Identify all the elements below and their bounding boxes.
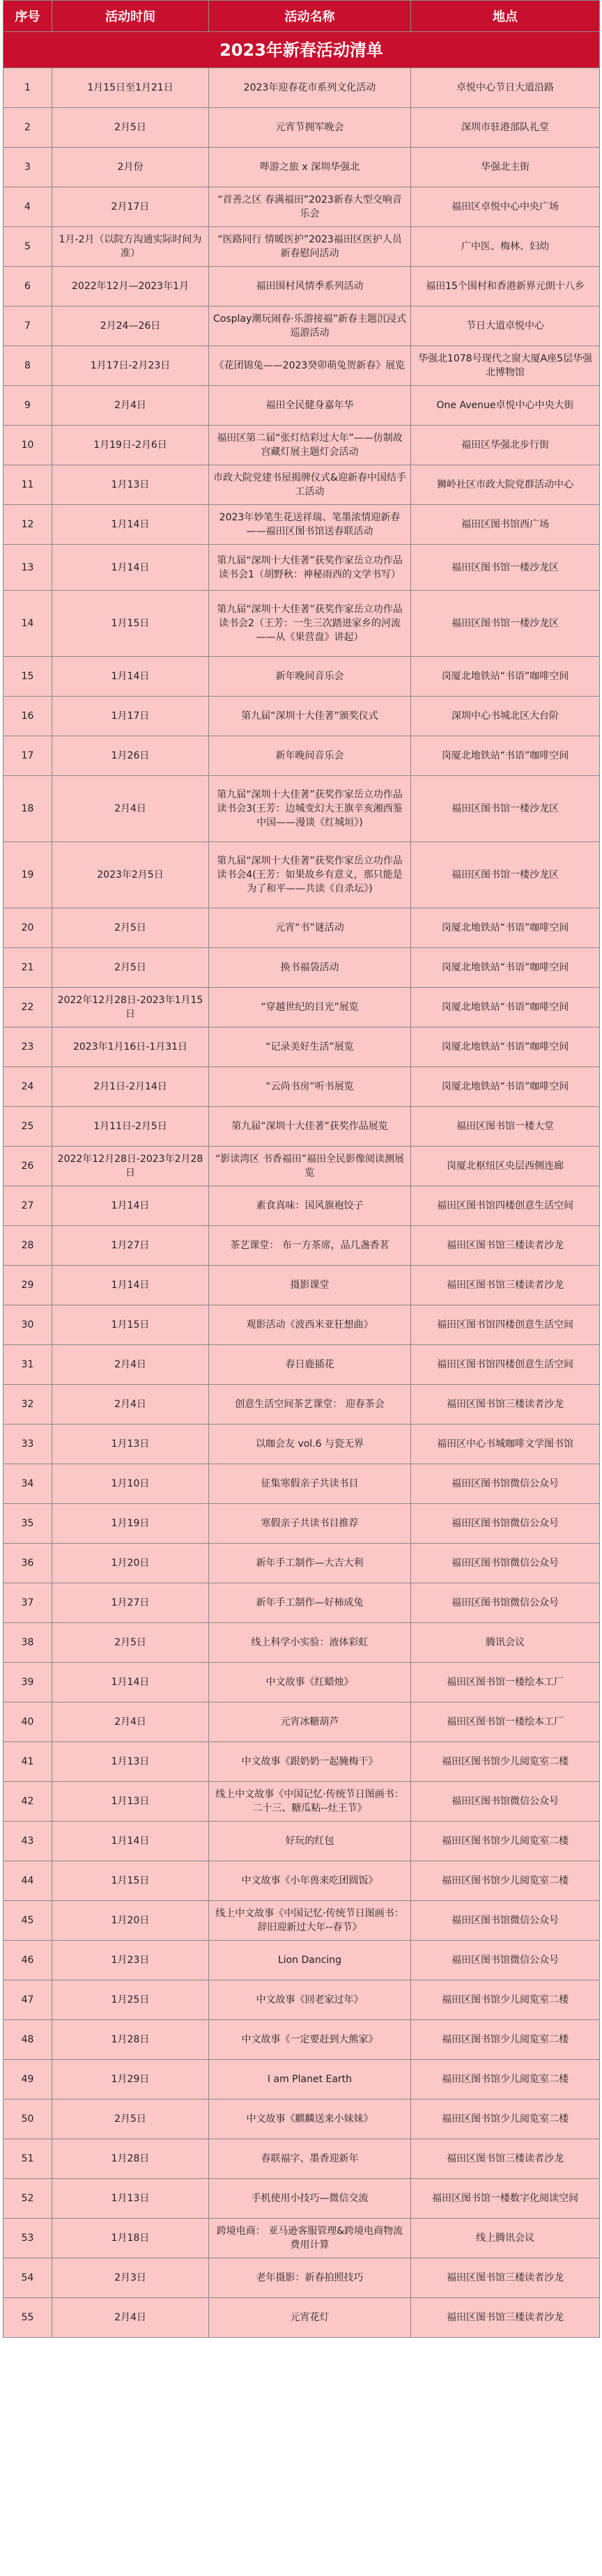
table-row bbox=[3, 736, 600, 776]
cell-place: One Avenue卓悦中心中央大街 bbox=[411, 386, 600, 426]
cell-number: 16 bbox=[3, 697, 52, 736]
cell-time: 2月4日 bbox=[52, 1345, 209, 1385]
cell-name: 《花团锦兔——2023癸卯萌兔贺新春》展览 bbox=[209, 346, 411, 386]
cell-place: 福田区图书馆微信公众号 bbox=[411, 1464, 600, 1504]
table-row bbox=[3, 1544, 600, 1583]
cell-time: 1月20日 bbox=[52, 1901, 209, 1941]
cell-number: 27 bbox=[3, 1186, 52, 1226]
cell-time: 2022年12月28日-2023年2月28日 bbox=[52, 1147, 209, 1186]
cell-name: 第九届“深圳十大佳著”获奖作家岳立功作品读书会3(王芳：边城变幻大王旗辛亥湘西鉴中国——漫谈《红城垣》) bbox=[209, 776, 411, 842]
table-row bbox=[3, 2020, 600, 2060]
cell-place: 狮岭社区市政大院党群活动中心 bbox=[411, 465, 600, 505]
table-row bbox=[3, 1663, 600, 1702]
table-row bbox=[3, 842, 600, 908]
cell-number: 13 bbox=[3, 545, 52, 591]
cell-time: 1月15日 bbox=[52, 1305, 209, 1345]
cell-number: 53 bbox=[3, 2219, 52, 2258]
cell-name: 第九届“深圳十大佳著”颁奖仪式 bbox=[209, 697, 411, 736]
cell-time: 2月5日 bbox=[52, 2100, 209, 2139]
cell-number: 23 bbox=[3, 1027, 52, 1067]
cell-name: 中文故事《跟奶奶一起腌梅干》 bbox=[209, 1742, 411, 1782]
cell-time: 2月5日 bbox=[52, 1623, 209, 1663]
cell-place: 福田区图书馆微信公众号 bbox=[411, 1544, 600, 1583]
cell-number: 37 bbox=[3, 1583, 52, 1623]
cell-time: 1月28日 bbox=[52, 2139, 209, 2179]
cell-time: 2月4日 bbox=[52, 2298, 209, 2338]
cell-name: 素食真味：国风旗袍饺子 bbox=[209, 1186, 411, 1226]
cell-number: 38 bbox=[3, 1623, 52, 1663]
cell-number: 35 bbox=[3, 1504, 52, 1544]
cell-time: 1月14日 bbox=[52, 1822, 209, 1861]
cell-place: 福田区图书馆少儿阅览室二楼 bbox=[411, 1861, 600, 1901]
cell-time: 2月3日 bbox=[52, 2258, 209, 2298]
cell-place: 深圳市驻港部队礼堂 bbox=[411, 108, 600, 148]
cell-time: 2月4日 bbox=[52, 386, 209, 426]
cell-number: 20 bbox=[3, 908, 52, 948]
cell-name: 新年手工制作—大吉大利 bbox=[209, 1544, 411, 1583]
cell-number: 30 bbox=[3, 1305, 52, 1345]
cell-number: 22 bbox=[3, 988, 52, 1027]
cell-number: 24 bbox=[3, 1067, 52, 1107]
cell-number: 48 bbox=[3, 2020, 52, 2060]
cell-place: 岗厦北地铁站“书语”咖啡空间 bbox=[411, 908, 600, 948]
cell-number: 54 bbox=[3, 2258, 52, 2298]
cell-number: 18 bbox=[3, 776, 52, 842]
table-row bbox=[3, 776, 600, 842]
cell-number: 43 bbox=[3, 1822, 52, 1861]
cell-number: 36 bbox=[3, 1544, 52, 1583]
cell-time: 1月14日 bbox=[52, 545, 209, 591]
cell-place: 福田区图书馆少儿阅览室二楼 bbox=[411, 1742, 600, 1782]
cell-place: 福田区图书馆一楼数字化阅读空间 bbox=[411, 2179, 600, 2219]
cell-name: 元宵花灯 bbox=[209, 2298, 411, 2338]
table-row bbox=[3, 1623, 600, 1663]
cell-time: 2023年2月5日 bbox=[52, 842, 209, 908]
cell-name: 新年晚间音乐会 bbox=[209, 657, 411, 697]
cell-place: 福田区图书馆四楼创意生活空间 bbox=[411, 1186, 600, 1226]
cell-number: 3 bbox=[3, 148, 52, 187]
cell-time: 1月25日 bbox=[52, 1980, 209, 2020]
cell-place: 福田区图书馆一楼沙龙区 bbox=[411, 842, 600, 908]
table-row bbox=[3, 1583, 600, 1623]
cell-place: 福田区中心书城咖啡文学图书馆 bbox=[411, 1425, 600, 1464]
cell-place: 岗厦北地铁站“书语”咖啡空间 bbox=[411, 948, 600, 988]
cell-name: 福田围村风情季系列活动 bbox=[209, 267, 411, 307]
cell-place: 福田15个围村和香港新界元朗十八乡 bbox=[411, 267, 600, 307]
cell-time: 1月29日 bbox=[52, 2060, 209, 2100]
cell-time: 1月10日 bbox=[52, 1464, 209, 1504]
cell-time: 1月23日 bbox=[52, 1941, 209, 1980]
table-row bbox=[3, 1305, 600, 1345]
table-title-section bbox=[3, 32, 600, 68]
cell-number: 50 bbox=[3, 2100, 52, 2139]
table-row bbox=[3, 1385, 600, 1425]
cell-place: 福田区图书馆微信公众号 bbox=[411, 1941, 600, 1980]
cell-place: 福田区图书馆一楼沙龙区 bbox=[411, 591, 600, 657]
cell-number: 45 bbox=[3, 1901, 52, 1941]
cell-number: 51 bbox=[3, 2139, 52, 2179]
table-row bbox=[3, 426, 600, 465]
cell-number: 17 bbox=[3, 736, 52, 776]
cell-place: 华强北1078号现代之窗大厦A座5层华强北博物馆 bbox=[411, 346, 600, 386]
cell-time: 1月13日 bbox=[52, 1742, 209, 1782]
cell-number: 26 bbox=[3, 1147, 52, 1186]
cell-time: 1月20日 bbox=[52, 1544, 209, 1583]
cell-place: 岗厦北枢纽区央层西侧连廊 bbox=[411, 1147, 600, 1186]
cell-number: 25 bbox=[3, 1107, 52, 1147]
table-row bbox=[3, 1266, 600, 1305]
table-row bbox=[3, 1702, 600, 1742]
cell-time: 2022年12月28日-2023年1月15日 bbox=[52, 988, 209, 1027]
table-row bbox=[3, 68, 600, 108]
cell-name: 寒假亲子共读书目推荐 bbox=[209, 1504, 411, 1544]
cell-time: 1月15日 bbox=[52, 1861, 209, 1901]
activity-table bbox=[3, 0, 600, 2338]
cell-name: 跨境电商： 亚马逊客服管理&跨境电商物流费用计算 bbox=[209, 2219, 411, 2258]
cell-name: Cosplay潮玩闹春·乐游接福”新春主题沉浸式巡游活动 bbox=[209, 307, 411, 346]
cell-name: 福田区第二届“张灯结彩过大年”——仿制故宫藏灯展主题灯会活动 bbox=[209, 426, 411, 465]
table-row bbox=[3, 1941, 600, 1980]
cell-name: “记录美好生活”展览 bbox=[209, 1027, 411, 1067]
cell-time: 2月5日 bbox=[52, 108, 209, 148]
cell-place: 福田区图书馆微信公众号 bbox=[411, 1782, 600, 1822]
table-body bbox=[3, 68, 600, 2338]
cell-place: 腾讯会议 bbox=[411, 1623, 600, 1663]
cell-name: 好玩的红包 bbox=[209, 1822, 411, 1861]
cell-place: 福田区图书馆三楼读者沙龙 bbox=[411, 2139, 600, 2179]
cell-name: 老年摄影：新春拍照技巧 bbox=[209, 2258, 411, 2298]
cell-number: 55 bbox=[3, 2298, 52, 2338]
cell-time: 1月17日 bbox=[52, 697, 209, 736]
cell-number: 21 bbox=[3, 948, 52, 988]
cell-name: 第九届“深圳十大佳著”获奖作家岳立功作品读书会4(王芳：如果故乡有意义，那只能是为了和平——共读《自杀坛》) bbox=[209, 842, 411, 908]
table-row bbox=[3, 148, 600, 187]
table-row bbox=[3, 227, 600, 267]
cell-name: 哔游之旅 x 深圳华强北 bbox=[209, 148, 411, 187]
header-name: 活动名称 bbox=[209, 1, 411, 32]
cell-time: 2023年1月16日-1月31日 bbox=[52, 1027, 209, 1067]
table-row bbox=[3, 1425, 600, 1464]
cell-number: 41 bbox=[3, 1742, 52, 1782]
cell-time: 2月5日 bbox=[52, 908, 209, 948]
table-row bbox=[3, 948, 600, 988]
cell-place: 福田区图书馆三楼读者沙龙 bbox=[411, 2298, 600, 2338]
cell-name: “云尚书房”听书展览 bbox=[209, 1067, 411, 1107]
table-row bbox=[3, 1861, 600, 1901]
cell-time: 1月27日 bbox=[52, 1583, 209, 1623]
header-time: 活动时间 bbox=[52, 1, 209, 32]
cell-place: 岗厦北地铁站“书语”咖啡空间 bbox=[411, 736, 600, 776]
cell-name: “首善之区 春满福田”2023新春大型交响音乐会 bbox=[209, 187, 411, 227]
table-row bbox=[3, 505, 600, 545]
table-row bbox=[3, 988, 600, 1027]
cell-name: 福田全民健身嘉年华 bbox=[209, 386, 411, 426]
table-row bbox=[3, 1345, 600, 1385]
table-row bbox=[3, 346, 600, 386]
cell-name: 中文故事《红蜡烛》 bbox=[209, 1663, 411, 1702]
cell-number: 12 bbox=[3, 505, 52, 545]
cell-name: 创意生活空间茶艺课堂： 迎春茶会 bbox=[209, 1385, 411, 1425]
cell-time: 2月份 bbox=[52, 148, 209, 187]
cell-place: 福田区图书馆微信公众号 bbox=[411, 1583, 600, 1623]
cell-name: 市政大院党建书屋揭牌仪式&迎新春中国结手工活动 bbox=[209, 465, 411, 505]
cell-name: 征集寒假亲子共读书目 bbox=[209, 1464, 411, 1504]
cell-time: 1月13日 bbox=[52, 2179, 209, 2219]
table-row bbox=[3, 545, 600, 591]
cell-place: 福田区华强北步行街 bbox=[411, 426, 600, 465]
cell-time: 1月15日至1月21日 bbox=[52, 68, 209, 108]
table-row bbox=[3, 386, 600, 426]
cell-name: Lion Dancing bbox=[209, 1941, 411, 1980]
cell-number: 33 bbox=[3, 1425, 52, 1464]
cell-name: 中文故事《麒麟送来小妹妹》 bbox=[209, 2100, 411, 2139]
table-row bbox=[3, 1742, 600, 1782]
cell-time: 1月15日 bbox=[52, 591, 209, 657]
cell-place: 福田区图书馆少儿阅览室二楼 bbox=[411, 2020, 600, 2060]
cell-number: 4 bbox=[3, 187, 52, 227]
table-row bbox=[3, 1782, 600, 1822]
cell-place: 岗厦北地铁站“书语”咖啡空间 bbox=[411, 1067, 600, 1107]
cell-name: “医路同行 情暖医护”2023福田区医护人员新春慰问活动 bbox=[209, 227, 411, 267]
cell-number: 14 bbox=[3, 591, 52, 657]
table-row bbox=[3, 267, 600, 307]
table-row bbox=[3, 1822, 600, 1861]
cell-name: 第九届“深圳十大佳著”获奖作品展览 bbox=[209, 1107, 411, 1147]
table-row bbox=[3, 2258, 600, 2298]
cell-name: “穿越世纪的目光”展览 bbox=[209, 988, 411, 1027]
cell-place: 福田区图书馆四楼创意生活空间 bbox=[411, 1345, 600, 1385]
cell-name: 茶艺课堂： 布一方茶席，品几盏香茗 bbox=[209, 1226, 411, 1266]
cell-number: 10 bbox=[3, 426, 52, 465]
cell-time: 2月24—26日 bbox=[52, 307, 209, 346]
cell-time: 2月4日 bbox=[52, 1385, 209, 1425]
cell-number: 6 bbox=[3, 267, 52, 307]
cell-time: 2月5日 bbox=[52, 948, 209, 988]
cell-place: 福田区图书馆三楼读者沙龙 bbox=[411, 2258, 600, 2298]
cell-name: 换书福袋活动 bbox=[209, 948, 411, 988]
cell-place: 福田区图书馆微信公众号 bbox=[411, 1901, 600, 1941]
cell-time: 1月13日 bbox=[52, 1425, 209, 1464]
table-row bbox=[3, 2100, 600, 2139]
cell-number: 8 bbox=[3, 346, 52, 386]
cell-name: 元宵“书”谜活动 bbox=[209, 908, 411, 948]
cell-place: 华强北主街 bbox=[411, 148, 600, 187]
table-row bbox=[3, 2060, 600, 2100]
cell-name: 以咖会友 vol.6 与瓷无界 bbox=[209, 1425, 411, 1464]
cell-name: I am Planet Earth bbox=[209, 2060, 411, 2100]
cell-time: 1月14日 bbox=[52, 1266, 209, 1305]
table-row bbox=[3, 2219, 600, 2258]
cell-place: 福田区图书馆一楼大堂 bbox=[411, 1107, 600, 1147]
cell-name: 线上科学小实验：液体彩虹 bbox=[209, 1623, 411, 1663]
cell-time: 1月14日 bbox=[52, 505, 209, 545]
cell-name: 元宵冰糖葫芦 bbox=[209, 1702, 411, 1742]
cell-number: 52 bbox=[3, 2179, 52, 2219]
cell-name: 春联福字、墨香迎新年 bbox=[209, 2139, 411, 2179]
cell-time: 1月14日 bbox=[52, 657, 209, 697]
cell-place: 福田区图书馆三楼读者沙龙 bbox=[411, 1266, 600, 1305]
cell-place: 岗厦北地铁站“书语”咖啡空间 bbox=[411, 988, 600, 1027]
cell-number: 32 bbox=[3, 1385, 52, 1425]
cell-name: 第九届“深圳十大佳著”获奖作家岳立功作品读书会1（胡野秋：神秘雨西的文学书写） bbox=[209, 545, 411, 591]
cell-number: 1 bbox=[3, 68, 52, 108]
cell-number: 46 bbox=[3, 1941, 52, 1980]
table-row bbox=[3, 2298, 600, 2338]
table-row bbox=[3, 908, 600, 948]
cell-place: 岗厦北地铁站“书语”咖啡空间 bbox=[411, 1027, 600, 1067]
cell-name: 2023年迎春花市系列文化活动 bbox=[209, 68, 411, 108]
cell-number: 42 bbox=[3, 1782, 52, 1822]
cell-time: 1月14日 bbox=[52, 1186, 209, 1226]
cell-number: 29 bbox=[3, 1266, 52, 1305]
cell-name: 元宵节拥军晚会 bbox=[209, 108, 411, 148]
cell-place: 福田区图书馆一楼绘本工厂 bbox=[411, 1663, 600, 1702]
table-row bbox=[3, 1504, 600, 1544]
table-row bbox=[3, 591, 600, 657]
cell-time: 1月11日-2月5日 bbox=[52, 1107, 209, 1147]
header-number: 序号 bbox=[3, 1, 52, 32]
table-row bbox=[3, 1464, 600, 1504]
cell-place: 福田区图书馆微信公众号 bbox=[411, 1504, 600, 1544]
cell-name: 新年手工制作—好柿成兔 bbox=[209, 1583, 411, 1623]
cell-name: 摄影课堂 bbox=[209, 1266, 411, 1305]
cell-name: 手机使用小技巧—微信交流 bbox=[209, 2179, 411, 2219]
cell-number: 44 bbox=[3, 1861, 52, 1901]
cell-number: 5 bbox=[3, 227, 52, 267]
header-row bbox=[3, 1, 600, 32]
cell-time: 2月17日 bbox=[52, 187, 209, 227]
cell-number: 49 bbox=[3, 2060, 52, 2100]
cell-name: 线上中文故事《中国记忆·传统节日图画书：辞旧迎新过大年--春节》 bbox=[209, 1901, 411, 1941]
table-row bbox=[3, 1027, 600, 1067]
cell-place: 岗厦北地铁站“书语”咖啡空间 bbox=[411, 657, 600, 697]
cell-number: 31 bbox=[3, 1345, 52, 1385]
cell-name: 中文故事《一定要赶到大熊家》 bbox=[209, 2020, 411, 2060]
cell-name: 中文故事《小年兽来吃团圆饭》 bbox=[209, 1861, 411, 1901]
cell-time: 1月13日 bbox=[52, 465, 209, 505]
cell-place: 线上腾讯会议 bbox=[411, 2219, 600, 2258]
cell-number: 34 bbox=[3, 1464, 52, 1504]
cell-number: 39 bbox=[3, 1663, 52, 1702]
cell-time: 2月4日 bbox=[52, 1702, 209, 1742]
page-title: 2023年新春活动清单 bbox=[3, 32, 600, 68]
cell-time: 1月18日 bbox=[52, 2219, 209, 2258]
table-row bbox=[3, 2179, 600, 2219]
cell-place: 福田区图书馆四楼创意生活空间 bbox=[411, 1305, 600, 1345]
cell-place: 福田区图书馆一楼绘本工厂 bbox=[411, 1702, 600, 1742]
cell-time: 1月19日 bbox=[52, 1504, 209, 1544]
table-row bbox=[3, 1067, 600, 1107]
cell-number: 28 bbox=[3, 1226, 52, 1266]
cell-number: 11 bbox=[3, 465, 52, 505]
header-place: 地点 bbox=[411, 1, 600, 32]
cell-name: 新年晚间音乐会 bbox=[209, 736, 411, 776]
cell-number: 7 bbox=[3, 307, 52, 346]
table-row bbox=[3, 187, 600, 227]
table-row bbox=[3, 465, 600, 505]
table-row bbox=[3, 697, 600, 736]
cell-name: 观影活动《波西米亚狂想曲》 bbox=[209, 1305, 411, 1345]
cell-number: 9 bbox=[3, 386, 52, 426]
cell-name: 春日鹿插花 bbox=[209, 1345, 411, 1385]
cell-place: 福田区图书馆少儿阅览室二楼 bbox=[411, 1980, 600, 2020]
cell-place: 福田区图书馆少儿阅览室二楼 bbox=[411, 2060, 600, 2100]
table-row bbox=[3, 108, 600, 148]
table-row bbox=[3, 1147, 600, 1186]
cell-name: 线上中文故事《中国记忆·传统节日图画书：二十三、糖瓜粘--灶王节》 bbox=[209, 1782, 411, 1822]
cell-place: 卓悦中心节日大道沿路 bbox=[411, 68, 600, 108]
table-row bbox=[3, 1226, 600, 1266]
cell-time: 1月17日-2月23日 bbox=[52, 346, 209, 386]
cell-number: 40 bbox=[3, 1702, 52, 1742]
cell-place: 深圳中心书城北区大台阶 bbox=[411, 697, 600, 736]
title-row bbox=[3, 32, 600, 68]
cell-place: 广中医、梅林、妇幼 bbox=[411, 227, 600, 267]
cell-time: 1月27日 bbox=[52, 1226, 209, 1266]
cell-place: 福田区图书馆三楼读者沙龙 bbox=[411, 1385, 600, 1425]
cell-name: 2023年妙笔生花送祥瑞、笔墨浓情迎新春——福田区图书馆送春联活动 bbox=[209, 505, 411, 545]
cell-time: 1月-2月（以院方沟通实际时间为准） bbox=[52, 227, 209, 267]
table-row bbox=[3, 1186, 600, 1226]
cell-number: 15 bbox=[3, 657, 52, 697]
table-row bbox=[3, 307, 600, 346]
table-row bbox=[3, 1980, 600, 2020]
cell-number: 47 bbox=[3, 1980, 52, 2020]
cell-number: 2 bbox=[3, 108, 52, 148]
cell-place: 福田区图书馆一楼沙龙区 bbox=[411, 776, 600, 842]
table-header bbox=[3, 1, 600, 32]
cell-place: 福田区图书馆少儿阅览室二楼 bbox=[411, 1822, 600, 1861]
cell-time: 1月19日-2月6日 bbox=[52, 426, 209, 465]
cell-time: 1月26日 bbox=[52, 736, 209, 776]
cell-place: 福田区图书馆少儿阅览室二楼 bbox=[411, 2100, 600, 2139]
cell-name: “影读湾区 书香福田”福田全民影像阅读测展览 bbox=[209, 1147, 411, 1186]
cell-place: 福田区卓悦中心中央广场 bbox=[411, 187, 600, 227]
table-row bbox=[3, 1901, 600, 1941]
cell-name: 中文故事《回老家过年》 bbox=[209, 1980, 411, 2020]
cell-number: 19 bbox=[3, 842, 52, 908]
cell-time: 2月1日-2月14日 bbox=[52, 1067, 209, 1107]
cell-place: 福田区图书馆一楼沙龙区 bbox=[411, 545, 600, 591]
cell-time: 2月4日 bbox=[52, 776, 209, 842]
cell-time: 1月28日 bbox=[52, 2020, 209, 2060]
cell-name: 第九届“深圳十大佳著”获奖作家岳立功作品读书会2（王芳：一生三次踏进家乡的河流——从《果营盘》讲起） bbox=[209, 591, 411, 657]
cell-time: 2022年12月—2023年1月 bbox=[52, 267, 209, 307]
cell-time: 1月13日 bbox=[52, 1782, 209, 1822]
table-row bbox=[3, 1107, 600, 1147]
table-row bbox=[3, 2139, 600, 2179]
cell-place: 福田区图书馆三楼读者沙龙 bbox=[411, 1226, 600, 1266]
cell-place: 节日大道卓悦中心 bbox=[411, 307, 600, 346]
cell-place: 福田区图书馆西广场 bbox=[411, 505, 600, 545]
cell-time: 1月14日 bbox=[52, 1663, 209, 1702]
table-row bbox=[3, 657, 600, 697]
